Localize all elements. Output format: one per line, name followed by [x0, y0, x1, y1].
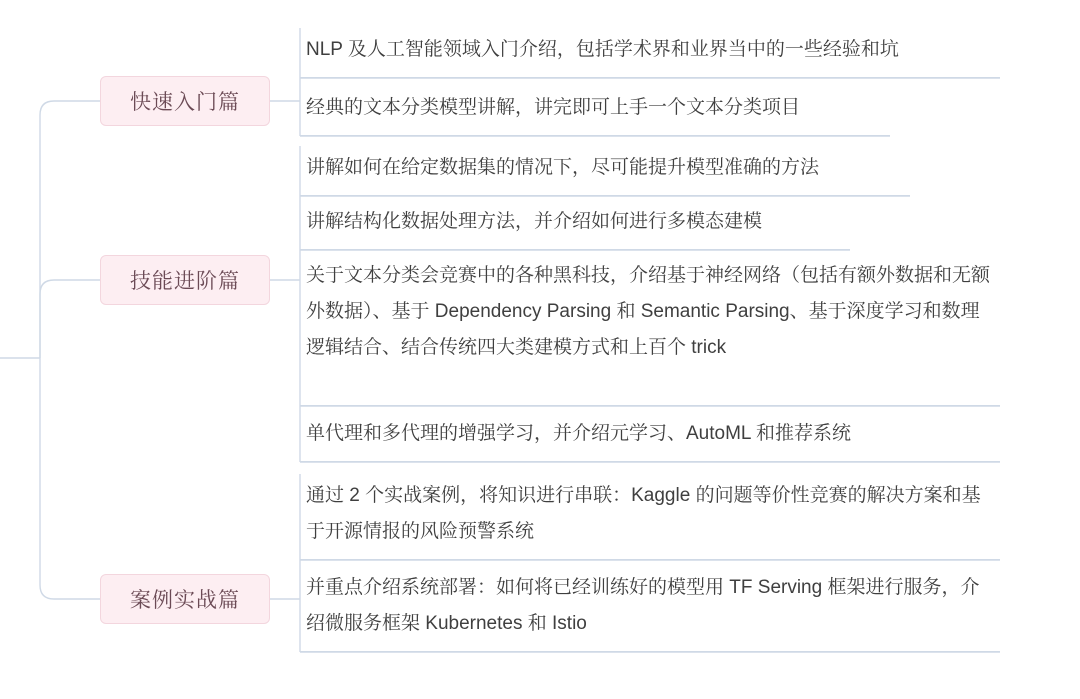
leaf-underline — [300, 195, 910, 196]
leaf-node-text: NLP 及人工智能领域入门介绍，包括学术界和业界当中的一些经验和坑 — [306, 39, 899, 60]
leaf-node[interactable] — [300, 86, 890, 136]
leaf-node[interactable] — [300, 28, 1000, 78]
leaf-node-text: 并重点介绍系统部署：如何将已经训练好的模型用 TF Serving 框架进行服务，介绍微服务框架 Kubernetes 和 Istio — [306, 577, 980, 634]
leaf-underline — [300, 651, 1000, 652]
leaf-node-text: 经典的文本分类模型讲解，讲完即可上手一个文本分类项目 — [306, 97, 801, 118]
leaf-node-text: 讲解结构化数据处理方法，并介绍如何进行多模态建模 — [306, 211, 763, 232]
leaf-node[interactable] — [300, 146, 910, 196]
leaf-node-text: 关于文本分类会竞赛中的各种黑科技，介绍基于神经网络（包括有额外数据和无额外数据）、基于 Dependency Parsing 和 Semantic Parsing、基于深度学习和数理逻辑结合、结合传统四大类建模方式和上百个 trick — [306, 265, 991, 358]
leaf-node[interactable] — [300, 566, 1000, 652]
leaf-node-text: 讲解如何在给定数据集的情况下，尽可能提升模型准确的方法 — [306, 157, 820, 178]
branch-node-label: 快速入门篇 — [130, 91, 240, 114]
branch-node-label: 技能进阶篇 — [130, 270, 240, 293]
branch-node-1[interactable] — [100, 76, 270, 126]
branch-node-2[interactable] — [100, 255, 270, 305]
leaf-underline — [300, 559, 1000, 560]
leaf-underline — [300, 135, 890, 136]
branch-node-3[interactable] — [100, 574, 270, 624]
leaf-node[interactable] — [300, 254, 1000, 406]
leaf-node[interactable] — [300, 412, 1000, 462]
leaf-underline — [300, 77, 1000, 78]
branch-node-label: 案例实战篇 — [130, 589, 240, 612]
leaf-node[interactable] — [300, 474, 1000, 560]
leaf-underline — [300, 249, 850, 250]
leaf-underline — [300, 405, 1000, 406]
leaf-node-text: 通过 2 个实战案例，将知识进行串联：Kaggle 的问题等价性竞赛的解决方案和基于开源情报的风险预警系统 — [306, 485, 981, 542]
leaf-node[interactable] — [300, 200, 850, 250]
leaf-node-text: 单代理和多代理的增强学习，并介绍元学习、AutoML 和推荐系统 — [306, 423, 852, 444]
leaf-underline — [300, 461, 1000, 462]
